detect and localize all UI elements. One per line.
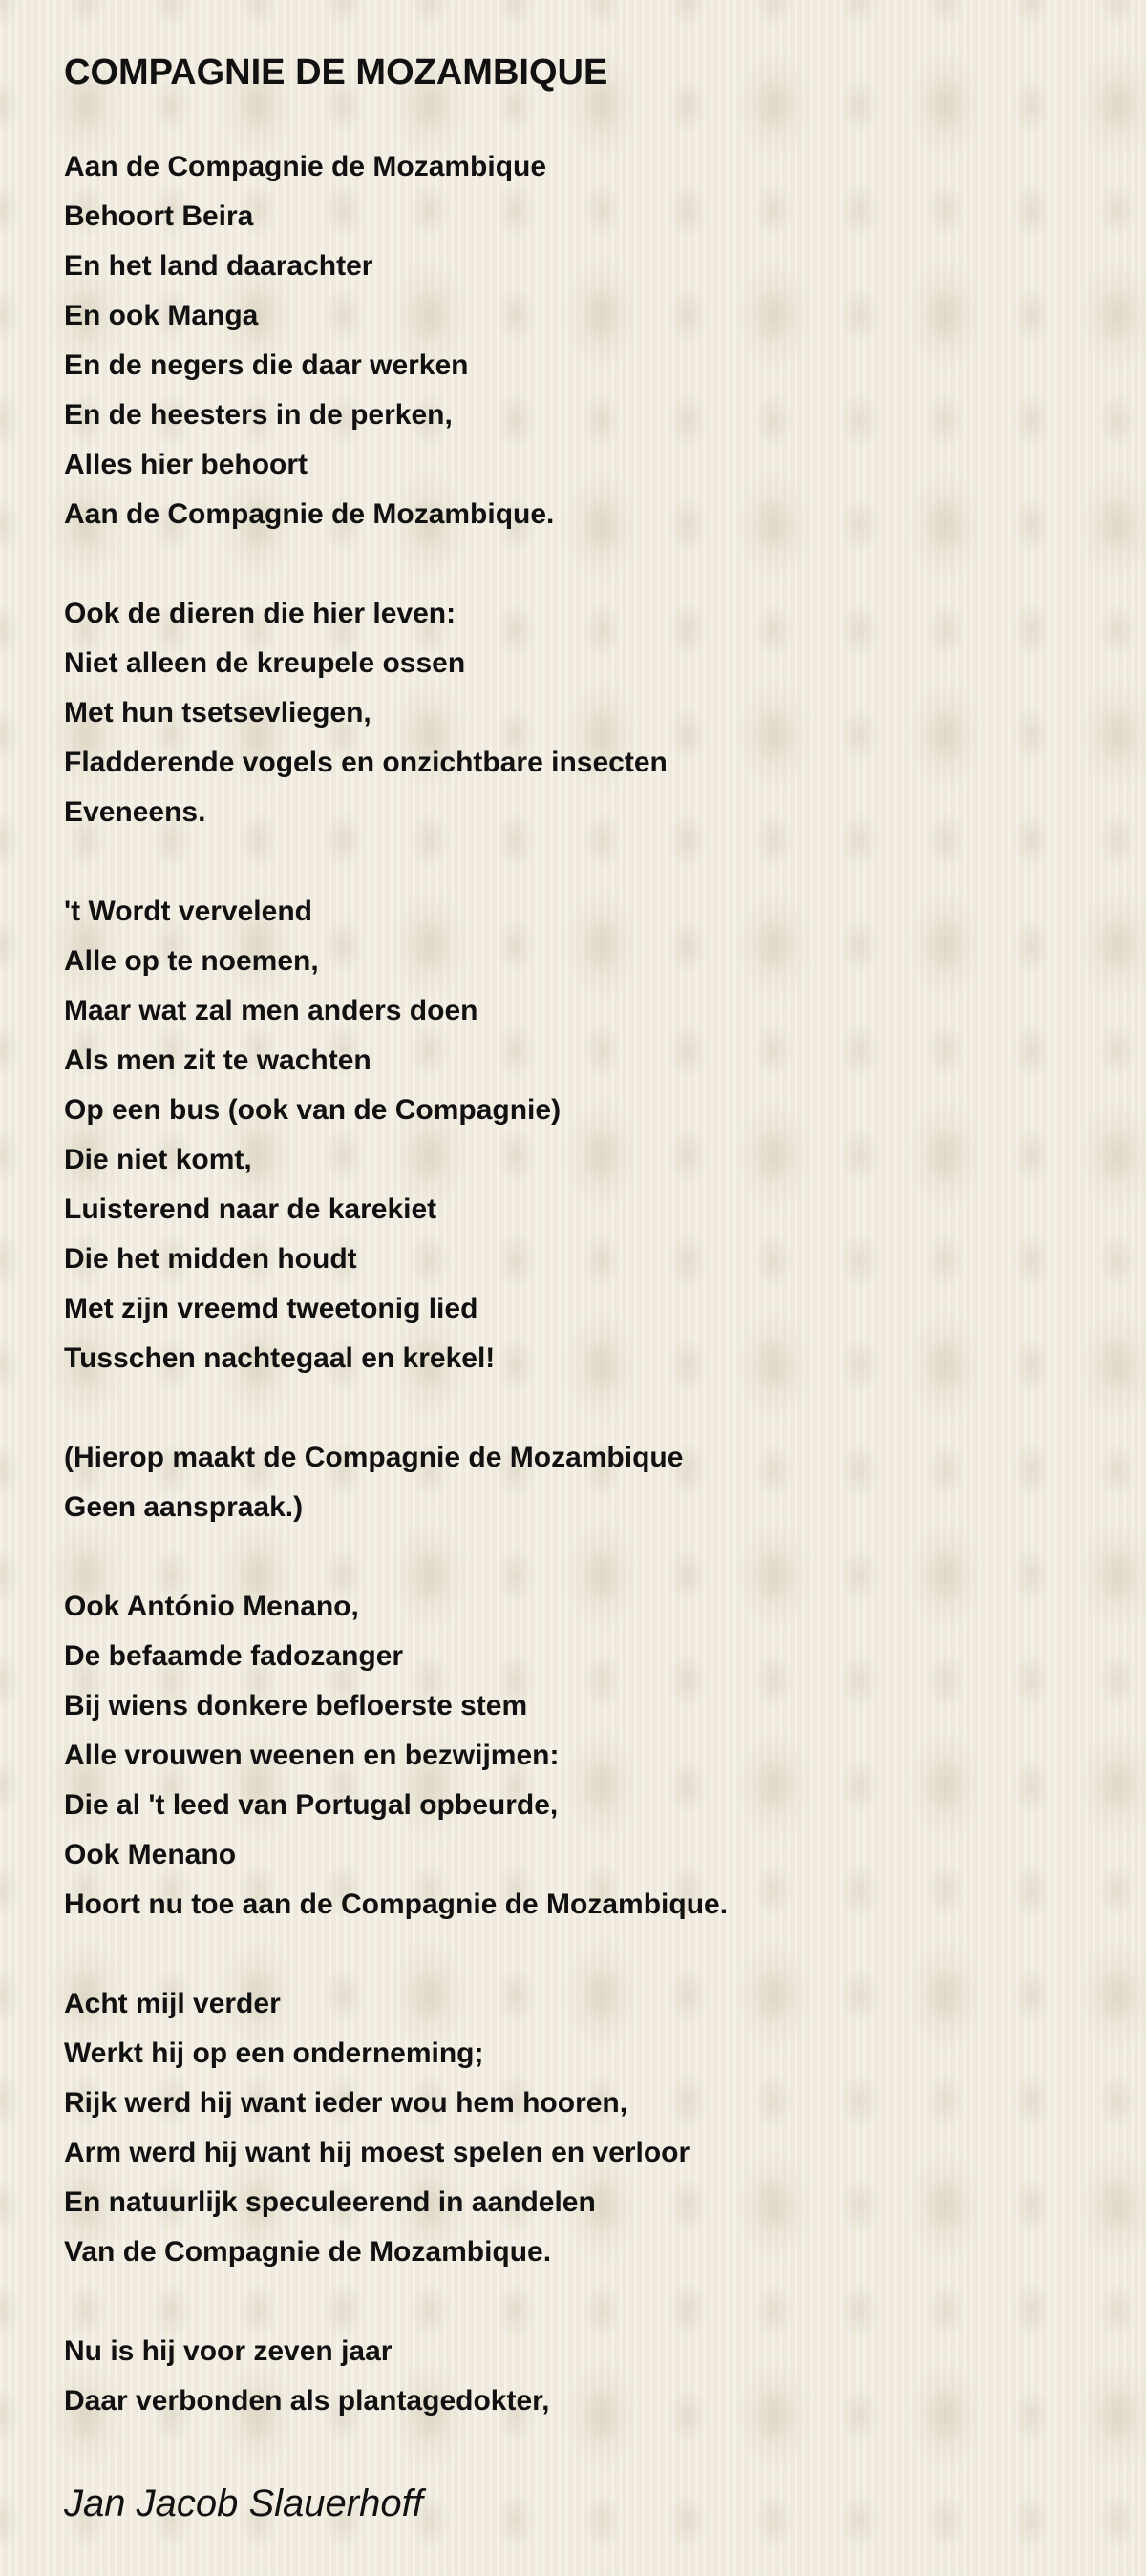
poem-line: Alle vrouwen weenen en bezwijmen: <box>64 1740 560 1771</box>
poem-line: Alles hier behoort <box>64 449 308 480</box>
poem-line: Behoort Beira <box>64 201 254 232</box>
poem-line: En natuurlijk speculeerend in aandelen <box>64 2186 596 2218</box>
poem-body <box>64 142 728 2426</box>
poem-line: Op een bus (ook van de Compagnie) <box>64 1094 562 1126</box>
poem-title: COMPAGNIE DE MOZAMBIQUE <box>64 53 608 93</box>
poem-line: Bij wiens donkere befloerste stem <box>64 1690 528 1721</box>
poem-line: Ook de dieren die hier leven: <box>64 598 456 629</box>
poem-line: En de negers die daar werken <box>64 349 469 381</box>
poem-line: Als men zit te wachten <box>64 1045 371 1076</box>
poem-line: Nu is hij voor zeven jaar <box>64 2335 393 2367</box>
poem-line: Geen aanspraak.) <box>64 1491 304 1523</box>
poem-line: En ook Manga <box>64 300 259 331</box>
poem-line: Maar wat zal men anders doen <box>64 995 478 1026</box>
stanza-break <box>64 1383 728 1433</box>
poem-line: Luisterend naar de karekiet <box>64 1193 437 1225</box>
poem-line: Eveneens. <box>64 796 206 828</box>
stanza-break <box>64 837 728 887</box>
poem-line: Met hun tsetsevliegen, <box>64 697 371 728</box>
poem-line: Niet alleen de kreupele ossen <box>64 647 466 679</box>
poem-line: Arm werd hij want hij moest spelen en verloor <box>64 2137 690 2168</box>
stanza-break <box>64 1930 728 1979</box>
poem-line: Daar verbonden als plantagedokter, <box>64 2385 550 2417</box>
poem-line: Ook António Menano, <box>64 1591 359 1622</box>
poem-author: Jan Jacob Slauerhoff <box>64 2482 423 2524</box>
poem-line: En de heesters in de perken, <box>64 399 453 431</box>
poem-line: Aan de Compagnie de Mozambique <box>64 151 547 182</box>
poem-line: Aan de Compagnie de Mozambique. <box>64 498 555 530</box>
poem-line: Die niet komt, <box>64 1144 252 1175</box>
poem-line: 't Wordt vervelend <box>64 896 312 927</box>
stanza-break <box>64 1532 728 1582</box>
poem-line: (Hierop maakt de Compagnie de Mozambique <box>64 1442 684 1473</box>
poem-line: Acht mijl verder <box>64 1988 281 2019</box>
poem-line: Ook Menano <box>64 1839 237 1870</box>
stanza-break <box>64 539 728 589</box>
stanza-break <box>64 2277 728 2327</box>
poem-line: Tusschen nachtegaal en krekel! <box>64 1342 496 1374</box>
poem-line: En het land daarachter <box>64 250 373 282</box>
poem-line: Alle op te noemen, <box>64 945 319 977</box>
poem-line: Die al 't leed van Portugal opbeurde, <box>64 1789 559 1821</box>
poem-line: De befaamde fadozanger <box>64 1640 404 1672</box>
poem-line: Die het midden houdt <box>64 1243 357 1275</box>
poem-line: Fladderende vogels en onzichtbare insecten <box>64 747 668 778</box>
poem-line: Hoort nu toe aan de Compagnie de Mozambique. <box>64 1889 729 1920</box>
poem-line: Met zijn vreemd tweetonig lied <box>64 1293 478 1324</box>
poem-line: Rijk werd hij want ieder wou hem hooren, <box>64 2087 628 2119</box>
poem-line: Van de Compagnie de Mozambique. <box>64 2236 552 2268</box>
poem-line: Werkt hij op een onderneming; <box>64 2038 484 2069</box>
